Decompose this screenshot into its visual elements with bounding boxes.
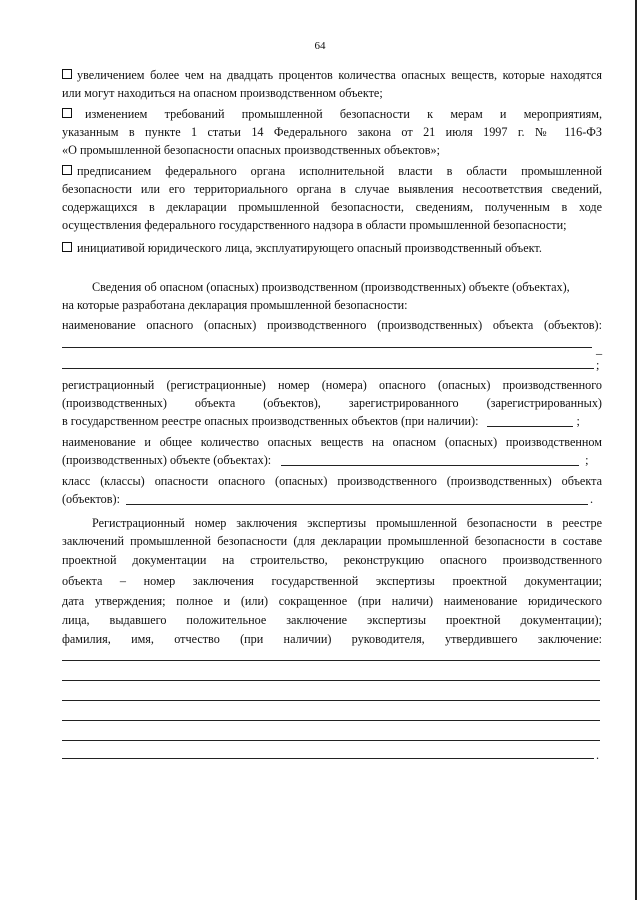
page-edge: [635, 0, 637, 900]
blank-line[interactable]: [62, 758, 594, 759]
punct: ;: [596, 358, 600, 372]
expertise-line: дата утверждения; полное и (или) сокращенное (при наличи) наименование юридического: [62, 594, 602, 608]
checkbox-icon: [62, 108, 72, 118]
bullet-line: увеличением более чем на двадцать процентов количества опасных веществ, которые находятся: [62, 66, 602, 84]
substances-line: (производственных) объекте (объектах): ;: [62, 453, 589, 467]
registration-line: регистрационный (регистрационные) номер (номера) опасного (опасных) производственного: [62, 378, 602, 392]
blank-line[interactable]: [62, 700, 600, 701]
section-line: на которые разработана декларация промышленной безопасности:: [62, 298, 408, 312]
section-line: наименование опасного (опасных) производственного (производственных) объекта (объектов):: [62, 318, 602, 332]
checkbox-icon: [62, 69, 72, 79]
blank-line[interactable]: [62, 720, 600, 721]
section-heading: Сведения об опасном (опасных) производственном (производственных) объекте (объектах),: [92, 280, 570, 294]
blank-line[interactable]: [62, 660, 600, 661]
expertise-line: Регистрационный номер заключения экспертизы промышленной безопасности в реестре: [92, 516, 602, 530]
substances-field[interactable]: [281, 454, 579, 466]
hazard-class-line: класс (классы) опасности опасного (опасных) производственного (производственных) объекта: [62, 474, 602, 488]
expertise-line: заключений промышленной безопасности (для декларации промышленной безопасности в составе: [62, 534, 602, 548]
bullet-line: «О промышленной безопасности опасных производственных объектов»;: [62, 143, 441, 157]
bullet-line: предписанием федерального органа исполнительной власти в области промышленной: [62, 162, 602, 180]
registration-number-field[interactable]: [487, 415, 573, 427]
bullet-line: инициативой юридического лица, эксплуатирующего опасный производственный объект.: [62, 239, 602, 257]
hazard-class-field[interactable]: [126, 493, 588, 505]
page-number: 64: [314, 40, 326, 52]
blank-line: [62, 347, 592, 348]
blank-line: [62, 368, 594, 369]
registration-line: (производственных) объекта (объектов), зарегистрированного (зарегистрированных): [62, 396, 602, 410]
expertise-line: фамилия, имя, отчество (при наличии) руководителя, утвердившего заключение:: [62, 632, 602, 646]
blank-line[interactable]: [62, 680, 600, 681]
bullet-line: или могут находиться на опасном производственном объекте;: [62, 86, 383, 100]
bullet-line: указанным в пункте 1 статьи 14 Федерального закона от 21 июля 1997 г. № 116-ФЗ: [62, 125, 602, 139]
expertise-line: проектной документации на строительство, реконструкцию опасного производственного: [62, 553, 602, 567]
hazard-class-line: (объектов): .: [62, 492, 594, 506]
punct: _: [596, 342, 603, 356]
substances-line: наименование и общее количество опасных веществ на опасном (опасных) производственном: [62, 435, 602, 449]
checkbox-icon: [62, 165, 72, 175]
registration-line: в государственном реестре опасных производственных объектов (при наличии): ;: [62, 414, 580, 428]
punct: .: [596, 748, 600, 762]
bullet-line: безопасности или его территориального органа в случае выявления несоответствия сведений,: [62, 182, 602, 196]
expertise-line: объекта – номер заключения государственной экспертизы проектной документации;: [62, 574, 602, 588]
expertise-line: лица, выдавшего положительное заключение экспертизы проектной документации);: [62, 613, 602, 627]
bullet-line: изменением требований промышленной безопасности к мерам и мероприятиям,: [62, 105, 602, 123]
checkbox-icon: [62, 242, 72, 252]
blank-line[interactable]: [62, 740, 600, 741]
bullet-line: содержащихся в декларации промышленной безопасности, сведениям, полученным в ходе: [62, 200, 602, 214]
bullet-line: осуществления федерального государственного надзора в области промышленной безопасности;: [62, 218, 567, 232]
